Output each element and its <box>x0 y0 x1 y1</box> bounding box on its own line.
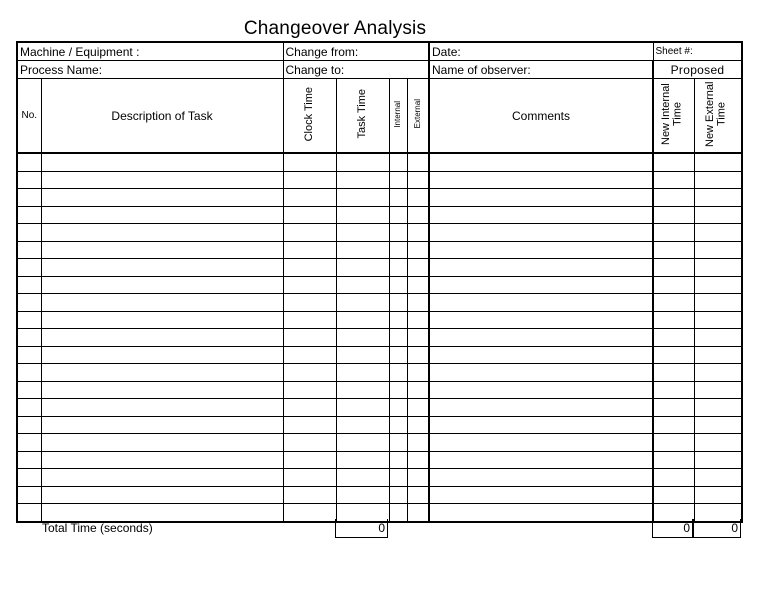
row-description-cell[interactable] <box>41 416 283 434</box>
row-external-cell[interactable] <box>407 311 429 329</box>
row-new-internal-cell[interactable] <box>653 189 694 207</box>
row-no-cell[interactable] <box>17 399 41 417</box>
changeover-form <box>16 41 743 523</box>
machine-equipment-field[interactable] <box>17 42 283 61</box>
row-new-internal-cell[interactable] <box>653 311 694 329</box>
row-description-cell[interactable] <box>41 399 283 417</box>
row-task-time-cell[interactable] <box>336 364 389 382</box>
row-comments-cell[interactable] <box>429 153 653 171</box>
row-new-internal-cell[interactable] <box>653 259 694 277</box>
table-row <box>17 189 742 207</box>
row-no-cell[interactable] <box>17 329 41 347</box>
row-internal-cell[interactable] <box>389 206 407 224</box>
row-clock-time-cell[interactable] <box>283 311 336 329</box>
row-task-time-cell[interactable] <box>336 434 389 452</box>
row-no-cell[interactable] <box>17 451 41 469</box>
col-header-new-external <box>694 79 742 154</box>
task-rows <box>17 153 742 522</box>
row-new-external-cell[interactable] <box>694 189 742 207</box>
row-external-cell[interactable] <box>407 153 429 171</box>
col-header-comments: Comments <box>429 79 653 154</box>
row-comments-cell[interactable] <box>429 276 653 294</box>
table-row <box>17 416 742 434</box>
row-external-cell[interactable] <box>407 224 429 242</box>
proposed-header: Proposed <box>653 61 742 79</box>
table-row <box>17 346 742 364</box>
row-task-time-cell[interactable] <box>336 451 389 469</box>
row-internal-cell[interactable] <box>389 276 407 294</box>
row-description-cell[interactable] <box>41 486 283 504</box>
total-time-label: Total Time (seconds) <box>42 521 153 535</box>
row-comments-cell[interactable] <box>429 259 653 277</box>
row-internal-cell[interactable] <box>389 451 407 469</box>
table-row <box>17 364 742 382</box>
row-new-internal-cell[interactable] <box>653 364 694 382</box>
row-new-external-cell[interactable] <box>694 434 742 452</box>
row-no-cell[interactable] <box>17 153 41 171</box>
row-clock-time-cell[interactable] <box>283 434 336 452</box>
row-task-time-cell[interactable] <box>336 399 389 417</box>
machine-equipment-label: Machine / Equipment : <box>20 44 140 59</box>
table-row <box>17 469 742 487</box>
new-external-label: New External Time <box>703 81 728 147</box>
row-no-cell[interactable] <box>17 224 41 242</box>
row-new-external-cell[interactable] <box>694 311 742 329</box>
row-no-cell[interactable] <box>17 241 41 259</box>
row-task-time-cell[interactable] <box>336 206 389 224</box>
total-new-internal: 0 <box>652 519 693 538</box>
row-external-cell[interactable] <box>407 189 429 207</box>
row-task-time-cell[interactable] <box>336 259 389 277</box>
col-header-new-internal <box>653 79 694 154</box>
row-clock-time-cell[interactable] <box>283 241 336 259</box>
row-new-external-cell[interactable] <box>694 451 742 469</box>
row-comments-cell[interactable] <box>429 241 653 259</box>
row-new-internal-cell[interactable] <box>653 276 694 294</box>
date-label: Date: <box>432 44 461 59</box>
observer-name-label: Name of observer: <box>432 62 531 77</box>
row-clock-time-cell[interactable] <box>283 171 336 189</box>
row-comments-cell[interactable] <box>429 224 653 242</box>
row-external-cell[interactable] <box>407 241 429 259</box>
row-external-cell[interactable] <box>407 381 429 399</box>
row-clock-time-cell[interactable] <box>283 364 336 382</box>
row-internal-cell[interactable] <box>389 399 407 417</box>
row-internal-cell[interactable] <box>389 346 407 364</box>
row-description-cell[interactable] <box>41 171 283 189</box>
row-internal-cell[interactable] <box>389 224 407 242</box>
row-task-time-cell[interactable] <box>336 346 389 364</box>
row-no-cell[interactable] <box>17 294 41 312</box>
row-task-time-cell[interactable] <box>336 189 389 207</box>
row-description-cell[interactable] <box>41 469 283 487</box>
row-comments-cell[interactable] <box>429 311 653 329</box>
change-from-field[interactable] <box>283 42 429 61</box>
change-from-label: Change from: <box>285 44 359 59</box>
change-to-field[interactable] <box>283 61 429 79</box>
row-description-cell[interactable] <box>41 206 283 224</box>
table-row <box>17 451 742 469</box>
row-no-cell[interactable] <box>17 469 41 487</box>
row-comments-cell[interactable] <box>429 416 653 434</box>
changeover-table <box>16 41 743 523</box>
external-label: External <box>412 99 422 129</box>
row-description-cell[interactable] <box>41 346 283 364</box>
row-internal-cell[interactable] <box>389 416 407 434</box>
col-header-task-time <box>336 79 389 154</box>
row-external-cell[interactable] <box>407 346 429 364</box>
row-new-external-cell[interactable] <box>694 364 742 382</box>
row-comments-cell[interactable] <box>429 294 653 312</box>
row-new-internal-cell[interactable] <box>653 294 694 312</box>
task-time-label: Task Time <box>355 89 368 139</box>
row-new-external-cell[interactable] <box>694 171 742 189</box>
row-internal-cell[interactable] <box>389 434 407 452</box>
row-new-internal-cell[interactable] <box>653 224 694 242</box>
totals-row <box>16 519 741 541</box>
table-row <box>17 153 742 171</box>
row-internal-cell[interactable] <box>389 364 407 382</box>
row-internal-cell[interactable] <box>389 381 407 399</box>
row-task-time-cell[interactable] <box>336 224 389 242</box>
row-description-cell[interactable] <box>41 189 283 207</box>
row-external-cell[interactable] <box>407 171 429 189</box>
total-task-time: 0 <box>335 519 388 538</box>
row-no-cell[interactable] <box>17 434 41 452</box>
row-no-cell[interactable] <box>17 206 41 224</box>
row-task-time-cell[interactable] <box>336 329 389 347</box>
row-internal-cell[interactable] <box>389 189 407 207</box>
row-task-time-cell[interactable] <box>336 381 389 399</box>
col-header-clock-time <box>283 79 336 154</box>
row-internal-cell[interactable] <box>389 311 407 329</box>
row-new-internal-cell[interactable] <box>653 451 694 469</box>
row-new-external-cell[interactable] <box>694 346 742 364</box>
row-no-cell[interactable] <box>17 311 41 329</box>
row-internal-cell[interactable] <box>389 486 407 504</box>
row-external-cell[interactable] <box>407 451 429 469</box>
process-name-field[interactable] <box>17 61 283 79</box>
row-external-cell[interactable] <box>407 416 429 434</box>
row-clock-time-cell[interactable] <box>283 294 336 312</box>
table-row <box>17 224 742 242</box>
row-external-cell[interactable] <box>407 294 429 312</box>
row-internal-cell[interactable] <box>389 294 407 312</box>
row-comments-cell[interactable] <box>429 434 653 452</box>
row-new-external-cell[interactable] <box>694 294 742 312</box>
row-internal-cell[interactable] <box>389 171 407 189</box>
row-external-cell[interactable] <box>407 469 429 487</box>
row-external-cell[interactable] <box>407 259 429 277</box>
row-comments-cell[interactable] <box>429 469 653 487</box>
row-new-external-cell[interactable] <box>694 416 742 434</box>
row-comments-cell[interactable] <box>429 206 653 224</box>
row-description-cell[interactable] <box>41 364 283 382</box>
row-description-cell[interactable] <box>41 153 283 171</box>
row-clock-time-cell[interactable] <box>283 189 336 207</box>
row-comments-cell[interactable] <box>429 364 653 382</box>
table-row <box>17 381 742 399</box>
row-internal-cell[interactable] <box>389 469 407 487</box>
table-row <box>17 399 742 417</box>
row-task-time-cell[interactable] <box>336 276 389 294</box>
table-row <box>17 294 742 312</box>
row-clock-time-cell[interactable] <box>283 416 336 434</box>
sheet-number-field[interactable] <box>653 42 742 61</box>
row-description-cell[interactable] <box>41 329 283 347</box>
row-clock-time-cell[interactable] <box>283 399 336 417</box>
row-task-time-cell[interactable] <box>336 171 389 189</box>
row-new-internal-cell[interactable] <box>653 486 694 504</box>
row-new-internal-cell[interactable] <box>653 416 694 434</box>
row-new-external-cell[interactable] <box>694 241 742 259</box>
row-description-cell[interactable] <box>41 311 283 329</box>
row-no-cell[interactable] <box>17 171 41 189</box>
table-row <box>17 206 742 224</box>
row-no-cell[interactable] <box>17 189 41 207</box>
row-clock-time-cell[interactable] <box>283 259 336 277</box>
row-task-time-cell[interactable] <box>336 241 389 259</box>
col-header-description: Description of Task <box>41 79 283 154</box>
row-clock-time-cell[interactable] <box>283 329 336 347</box>
row-no-cell[interactable] <box>17 259 41 277</box>
new-internal-label: New Internal Time <box>659 83 684 145</box>
row-new-external-cell[interactable] <box>694 486 742 504</box>
row-new-external-cell[interactable] <box>694 259 742 277</box>
row-internal-cell[interactable] <box>389 241 407 259</box>
row-comments-cell[interactable] <box>429 189 653 207</box>
row-external-cell[interactable] <box>407 434 429 452</box>
row-new-internal-cell[interactable] <box>653 346 694 364</box>
table-row <box>17 276 742 294</box>
row-new-external-cell[interactable] <box>694 469 742 487</box>
row-external-cell[interactable] <box>407 399 429 417</box>
row-comments-cell[interactable] <box>429 171 653 189</box>
col-header-external <box>407 79 429 154</box>
row-external-cell[interactable] <box>407 364 429 382</box>
row-task-time-cell[interactable] <box>336 311 389 329</box>
row-new-external-cell[interactable] <box>694 153 742 171</box>
row-new-internal-cell[interactable] <box>653 381 694 399</box>
row-new-internal-cell[interactable] <box>653 171 694 189</box>
form-title: Changeover Analysis <box>243 18 427 39</box>
row-new-internal-cell[interactable] <box>653 469 694 487</box>
row-comments-cell[interactable] <box>429 346 653 364</box>
table-row <box>17 329 742 347</box>
row-external-cell[interactable] <box>407 329 429 347</box>
row-internal-cell[interactable] <box>389 329 407 347</box>
date-field[interactable] <box>429 42 653 61</box>
row-no-cell[interactable] <box>17 346 41 364</box>
row-no-cell[interactable] <box>17 364 41 382</box>
row-comments-cell[interactable] <box>429 399 653 417</box>
sheet-number-label: Sheet #: <box>655 46 693 57</box>
row-comments-cell[interactable] <box>429 486 653 504</box>
row-new-internal-cell[interactable] <box>653 153 694 171</box>
table-row <box>17 311 742 329</box>
clock-time-label: Clock Time <box>302 86 315 142</box>
row-description-cell[interactable] <box>41 276 283 294</box>
row-task-time-cell[interactable] <box>336 294 389 312</box>
row-new-external-cell[interactable] <box>694 399 742 417</box>
row-clock-time-cell[interactable] <box>283 381 336 399</box>
row-comments-cell[interactable] <box>429 329 653 347</box>
row-description-cell[interactable] <box>41 381 283 399</box>
table-row <box>17 241 742 259</box>
row-clock-time-cell[interactable] <box>283 153 336 171</box>
row-task-time-cell[interactable] <box>336 416 389 434</box>
col-header-no: No. <box>17 79 41 154</box>
row-description-cell[interactable] <box>41 434 283 452</box>
row-new-external-cell[interactable] <box>694 276 742 294</box>
row-clock-time-cell[interactable] <box>283 346 336 364</box>
row-no-cell[interactable] <box>17 486 41 504</box>
row-new-internal-cell[interactable] <box>653 206 694 224</box>
row-comments-cell[interactable] <box>429 451 653 469</box>
row-clock-time-cell[interactable] <box>283 224 336 242</box>
row-description-cell[interactable] <box>41 294 283 312</box>
row-new-external-cell[interactable] <box>694 224 742 242</box>
row-external-cell[interactable] <box>407 486 429 504</box>
table-row <box>17 486 742 504</box>
row-comments-cell[interactable] <box>429 381 653 399</box>
internal-label: Internal <box>392 100 402 128</box>
row-description-cell[interactable] <box>41 259 283 277</box>
row-no-cell[interactable] <box>17 276 41 294</box>
row-new-internal-cell[interactable] <box>653 241 694 259</box>
row-clock-time-cell[interactable] <box>283 486 336 504</box>
row-clock-time-cell[interactable] <box>283 451 336 469</box>
row-new-internal-cell[interactable] <box>653 329 694 347</box>
table-row <box>17 434 742 452</box>
row-external-cell[interactable] <box>407 206 429 224</box>
row-no-cell[interactable] <box>17 416 41 434</box>
row-internal-cell[interactable] <box>389 259 407 277</box>
row-clock-time-cell[interactable] <box>283 469 336 487</box>
observer-name-field[interactable] <box>429 61 653 79</box>
row-new-internal-cell[interactable] <box>653 399 694 417</box>
row-new-external-cell[interactable] <box>694 381 742 399</box>
row-no-cell[interactable] <box>17 381 41 399</box>
change-to-label: Change to: <box>285 62 345 77</box>
row-new-internal-cell[interactable] <box>653 434 694 452</box>
row-task-time-cell[interactable] <box>336 469 389 487</box>
row-task-time-cell[interactable] <box>336 486 389 504</box>
row-external-cell[interactable] <box>407 276 429 294</box>
row-task-time-cell[interactable] <box>336 153 389 171</box>
col-header-internal <box>389 79 407 154</box>
row-new-external-cell[interactable] <box>694 329 742 347</box>
row-clock-time-cell[interactable] <box>283 276 336 294</box>
table-row <box>17 259 742 277</box>
total-new-external: 0 <box>693 519 741 538</box>
row-internal-cell[interactable] <box>389 153 407 171</box>
row-new-external-cell[interactable] <box>694 206 742 224</box>
row-description-cell[interactable] <box>41 224 283 242</box>
row-description-cell[interactable] <box>41 241 283 259</box>
row-clock-time-cell[interactable] <box>283 206 336 224</box>
process-name-label: Process Name: <box>20 62 103 77</box>
table-row <box>17 171 742 189</box>
row-description-cell[interactable] <box>41 451 283 469</box>
